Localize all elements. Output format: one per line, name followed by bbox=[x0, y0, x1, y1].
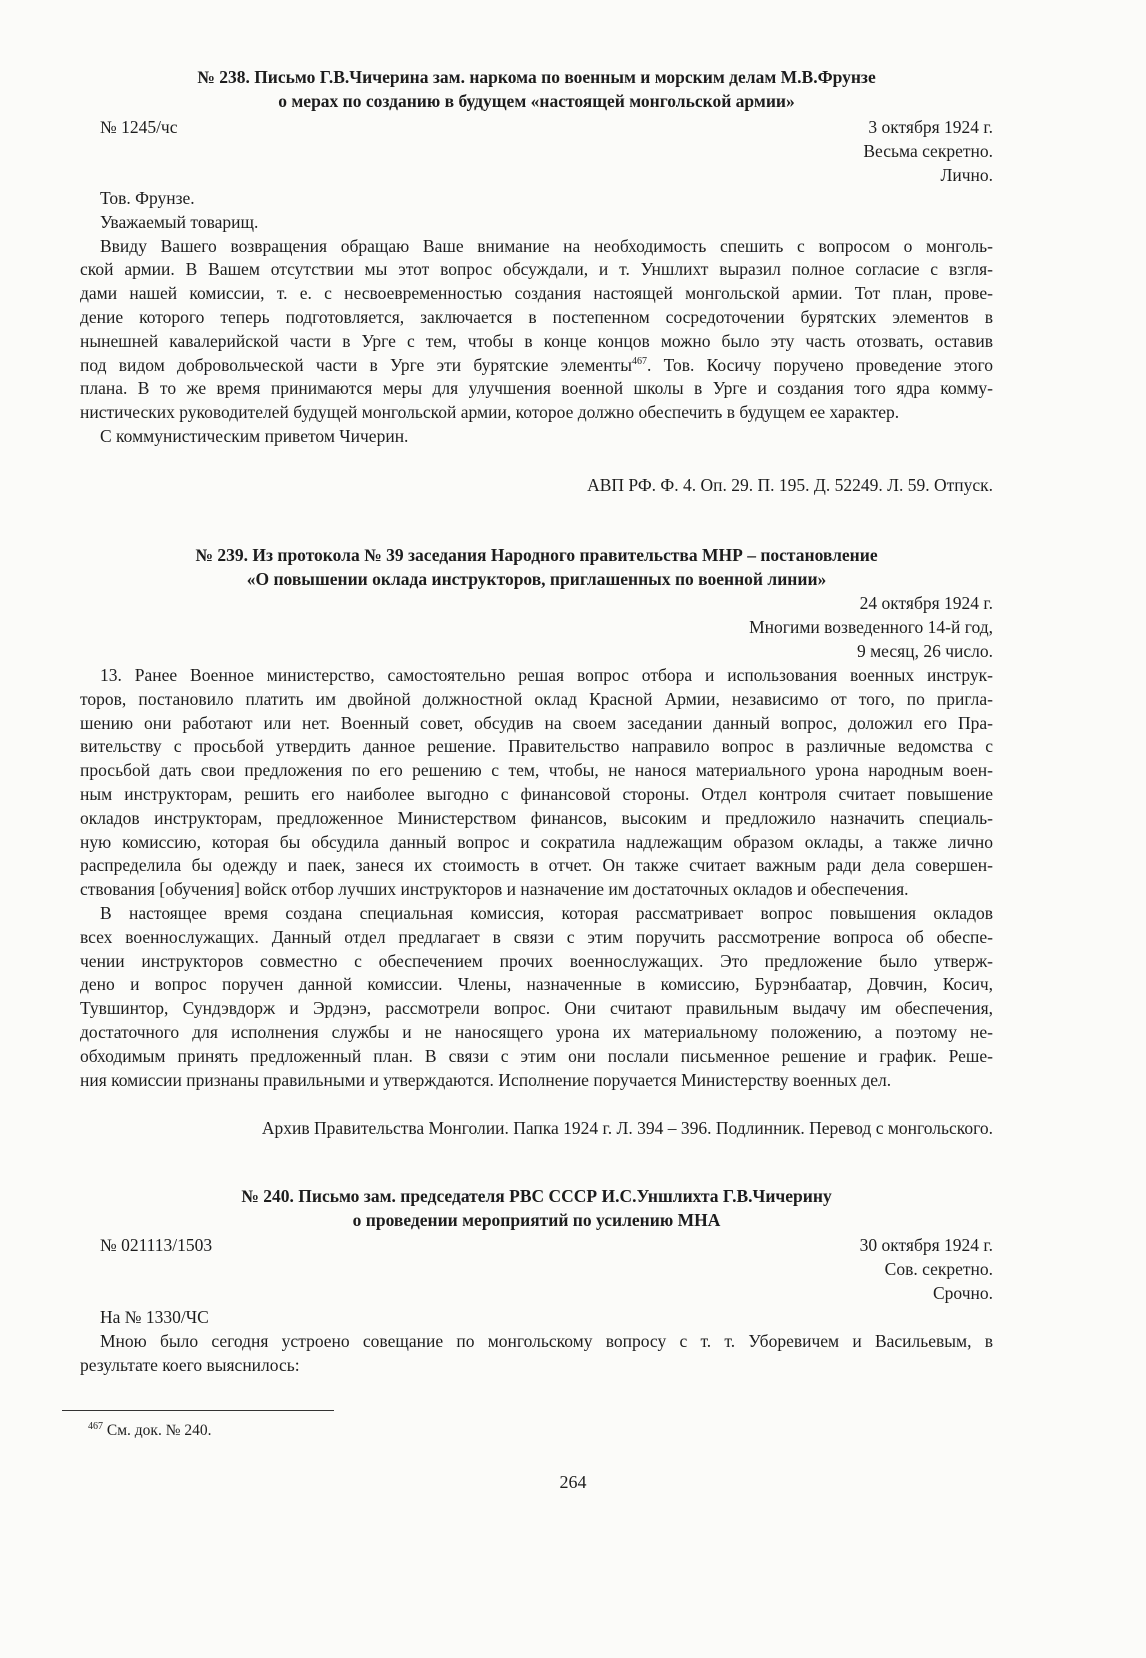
text-line: нистических руководителей будущей монгольской армии, которое должно обеспечить в будущем ее характер. bbox=[80, 402, 900, 423]
text-line: плана. В то же время принимаются меры для улучшения военной школы в Урге и создания того ядра комму- bbox=[80, 378, 993, 399]
closing: С коммунистическим приветом Чичерин. bbox=[100, 425, 409, 446]
doc-number: № 1245/чс bbox=[100, 117, 178, 137]
title-line: «О повышении оклада инструкторов, приглашенных по военной линии» bbox=[246, 568, 827, 589]
title-line: № 239. Из протокола № 39 заседания Народного правительства МНР – постановление bbox=[195, 545, 878, 565]
text-line: нынешней кавалерийской части в Урге с тем, чтобы в конце концов можно было эту часть отозвать, оставив bbox=[80, 330, 993, 351]
mongol-date: Многими возведенного 14-й год, bbox=[749, 616, 993, 637]
footnote bbox=[88, 1422, 211, 1440]
text-line: окладов инструкторам, предложенное Министерством финансов, высоким и предложило назначить специаль- bbox=[80, 807, 993, 828]
personal-mark: Лично. bbox=[940, 164, 993, 185]
footnote-number: 467 bbox=[88, 1420, 103, 1432]
title-line: № 238. Письмо Г.В.Чичерина зам. наркома по военным и морским делам М.В.Фрунзе bbox=[197, 67, 876, 87]
text-line: шению они работают или нет. Военный совет, обсудив на своем заседании данный вопрос, доложил его Пра- bbox=[80, 712, 993, 733]
text-line: дено и вопрос поручен данной комиссии. Члены, назначенные в комиссию, Бурэнбаатар, Довчин, Косич, bbox=[80, 974, 993, 995]
text-line: результате коего выяснилось: bbox=[80, 1354, 300, 1375]
doc-240-header bbox=[80, 1234, 993, 1305]
doc-239-body bbox=[80, 664, 993, 1092]
doc-238-body bbox=[80, 187, 993, 449]
secrecy-mark: Весьма секретно. bbox=[863, 140, 993, 161]
archive-source: Архив Правительства Монголии. Папка 1924 г. Л. 394 – 396. Подлинник. Перевод с монгольского. bbox=[261, 1118, 993, 1138]
text-line: всех военнослужащих. Данный отдел предлагает в связи с этим поручить рассмотрение вопроса об обеспе- bbox=[80, 926, 993, 947]
text-line: торов, постановило платить им двойной должностной оклад Красной Армии, независимо от того, по пригла- bbox=[80, 688, 993, 709]
text-line: достаточного для исполнения службы и не наносящего урона их материальному положению, а поэтому не- bbox=[80, 1021, 993, 1042]
doc-239-dates bbox=[80, 592, 993, 663]
text-line: обходимым принять предложенный план. В связи с этим они послали письменное решение и график. Реше- bbox=[80, 1045, 993, 1066]
secrecy-mark: Сов. секретно. bbox=[884, 1258, 993, 1279]
page-number: 264 bbox=[559, 1472, 587, 1492]
doc-238-title bbox=[80, 66, 993, 114]
text-segment: . Тов. Косичу поручено проведение этого bbox=[646, 354, 994, 375]
text-line: ствования [обучения] войск отбор лучших инструкторов и назначение им достаточных окладов и обеспечения. bbox=[80, 879, 909, 900]
text-line: распределила бы одежду и паек, занеся их стоимость в отчет. Он также считает важным ради дела совершен- bbox=[80, 855, 993, 876]
text-line: В настоящее время создана специальная комиссия, которая рассматривает вопрос повышения окладов bbox=[100, 902, 993, 923]
text-segment: под видом добровольческой части в Урге эти бурятские элементы bbox=[80, 354, 632, 375]
doc-240-body bbox=[80, 1306, 993, 1377]
reference: На № 1330/ЧС bbox=[100, 1307, 209, 1327]
text-line: 13. Ранее Военное министерство, самостоятельно решая вопрос отбора и использования военных инструк- bbox=[100, 665, 993, 685]
text-line: чении инструкторов совместно с обеспечением прочих военнослужащих. Это предложение было утверж- bbox=[80, 950, 993, 971]
footnote-divider bbox=[62, 1410, 334, 1411]
text-line: просьбой дать свои предложения по его решению с тем, чтобы, не нанося материального урона народным воен- bbox=[80, 760, 993, 781]
text-line: дами нашей комиссии, т. е. с несвоевременностью создания настоящей монгольской армии. Тот план, прове- bbox=[80, 283, 993, 304]
doc-date: 24 октября 1924 г. bbox=[859, 593, 993, 613]
text-line: ную комиссию, которая бы обсудила данный вопрос и сократила надлежащим образом оклады, а также лично bbox=[80, 831, 993, 852]
text-line: Ввиду Вашего возвращения обращаю Ваше внимание на необходимость спешить с вопросом о монголь- bbox=[100, 235, 993, 256]
title-line: о проведении мероприятий по усилению МНА bbox=[352, 1209, 721, 1230]
text-line: дение которого теперь подготовляется, заключается в постепенном сосредоточении бурятских элементов в bbox=[80, 306, 993, 327]
footnote-ref[interactable]: 467 bbox=[631, 355, 647, 367]
doc-238-header bbox=[80, 116, 993, 187]
text-line: Тувшинтор, Сундэвдорж и Эрдэнэ, рассмотрели вопрос. Они считают правильным выдачу им обеспечения, bbox=[80, 998, 993, 1019]
doc-239-title bbox=[80, 544, 993, 592]
doc-date: 3 октября 1924 г. bbox=[868, 117, 993, 137]
text-line: Мною было сегодня устроено совещание по монгольскому вопросу с т. т. Уборевичем и Васильевым, в bbox=[100, 1330, 993, 1351]
title-line: № 240. Письмо зам. председателя РВС СССР И.С.Уншлихта Г.В.Чичерину bbox=[241, 1186, 832, 1206]
doc-240-title bbox=[80, 1185, 993, 1233]
archive-source: АВП РФ. Ф. 4. Оп. 29. П. 195. Д. 52249. Л. 59. Отпуск. bbox=[587, 475, 993, 495]
text-line: ным инструкторам, решить его наиболее выгодно с финансовой стороны. Отдел контроля считает повышение bbox=[80, 783, 993, 804]
text-line bbox=[80, 354, 993, 378]
footnote-text: См. док. № 240. bbox=[106, 1422, 212, 1439]
text-line: ния комиссии признаны правильными и утверждаются. Исполнение поручается Министерству военных дел. bbox=[80, 1069, 892, 1090]
addressee: Тов. Фрунзе. bbox=[100, 188, 195, 208]
doc-number: № 021113/1503 bbox=[100, 1235, 213, 1255]
mongol-date: 9 месяц, 26 число. bbox=[856, 640, 993, 661]
title-line: о мерах по созданию в будущем «настоящей монгольской армии» bbox=[278, 90, 795, 111]
text-line: вительству с просьбой утвердить данное решение. Правительство направило вопрос в различные ведомства с bbox=[80, 736, 993, 757]
doc-date: 30 октября 1924 г. bbox=[859, 1235, 993, 1255]
salutation: Уважаемый товарищ. bbox=[100, 211, 259, 232]
urgency-mark: Срочно. bbox=[932, 1282, 993, 1303]
text-line: ской армии. В Вашем отсутствии мы этот вопрос обсуждали, и т. Уншлихт выразил полное согласие с взгля- bbox=[80, 259, 993, 280]
